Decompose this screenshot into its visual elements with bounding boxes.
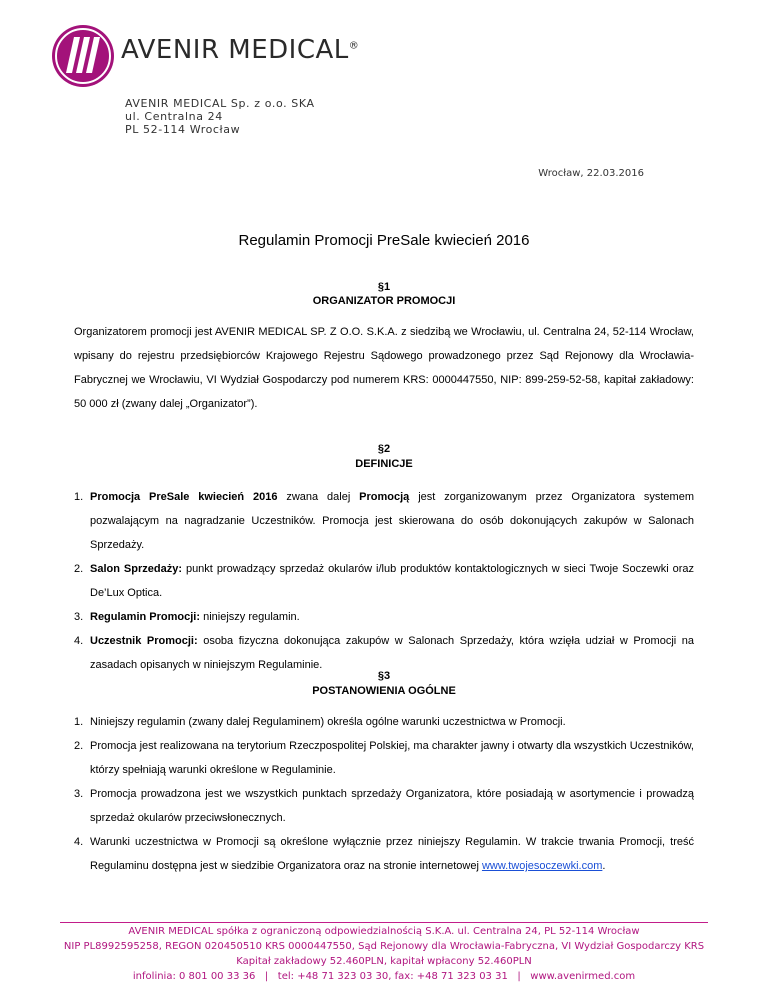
brand-name: AVENIR MEDICAL® bbox=[121, 35, 360, 65]
list-item: 1. Niniejszy regulamin (zwany dalej Regulaminem) określa ogólne warunki uczestnictwa w Promocji. bbox=[74, 716, 566, 728]
list-item: 4. Warunki uczestnictwa w Promocji są określone wyłącznie przez niniejszy Regulamin. W trakcie trwania Promocji, treść Regulaminu dostępna jest w siedzibie Organizatora oraz na stronie internetowej www.twojesoczewki.com. bbox=[74, 836, 694, 872]
document-title: Regulamin Promocji PreSale kwiecień 2016 bbox=[238, 232, 530, 249]
address-line: AVENIR MEDICAL Sp. z o.o. SKA bbox=[125, 97, 315, 110]
list-item: 4. Uczestnik Promocji: osoba fizyczna dokonująca zakupów w Salonach Sprzedaży, która wzięła udział w Promocji na zasadach opisanych w niniejszym Regulaminie. bbox=[74, 635, 694, 671]
section-number: §2 bbox=[377, 443, 391, 455]
list-item: 3. Promocja prowadzona jest we wszystkich punktach sprzedaży Organizatora, które posiadają w asortymencie i prowadzą sprzedaż okularów przeciwsłonecznych. bbox=[74, 788, 694, 824]
avenir-logo-icon bbox=[50, 23, 116, 89]
section-heading: DEFINICJE bbox=[355, 458, 413, 470]
website-link[interactable]: www.twojesoczewki.com bbox=[481, 860, 603, 872]
address-line: PL 52-114 Wrocław bbox=[125, 123, 241, 136]
general-provisions-list bbox=[74, 710, 694, 878]
definitions-list bbox=[74, 485, 694, 677]
list-item: 3. Regulamin Promocji: niniejszy regulamin. bbox=[74, 611, 300, 623]
footer-line: NIP PL8992595258, REGON 020450510 KRS 0000447550, Sąd Rejonowy dla Wrocławia-Fabryczna, VI Wydział Gospodarczy KRS bbox=[63, 941, 705, 952]
section-number: §1 bbox=[377, 281, 391, 293]
document-date: Wrocław, 22.03.2016 bbox=[538, 168, 644, 179]
list-item: 2. Salon Sprzedaży: punkt prowadzący sprzedaż okularów i/lub produktów kontaktologicznych w sieci Twoje Soczewki oraz De’Lux Optica. bbox=[74, 563, 694, 599]
footer-contact: infolinia: 0 801 00 33 36 | tel: +48 71 323 03 30, fax: +48 71 323 03 31 | www.avenirmed.com bbox=[132, 971, 636, 982]
footer-divider bbox=[60, 922, 708, 923]
section-heading: ORGANIZATOR PROMOCJI bbox=[312, 295, 456, 307]
list-item: 2. Promocja jest realizowana na terytorium Rzeczpospolitej Polskiej, ma charakter jawny i otwarty dla wszystkich Uczestników, którzy spełniają warunki określone w Regulaminie. bbox=[74, 740, 694, 776]
section-number: §3 bbox=[377, 670, 391, 682]
company-address bbox=[125, 97, 315, 136]
address-line: ul. Centralna 24 bbox=[125, 110, 223, 123]
section-heading: POSTANOWIENIA OGÓLNE bbox=[312, 685, 456, 697]
organizer-paragraph: Organizatorem promocji jest AVENIR MEDICAL SP. Z O.O. S.K.A. z siedzibą we Wrocławiu, ul. Centralna 24, 52-114 Wrocław, wpisany do rejestru przedsiębiorców Krajowego Rejestru Sądowego prowadzonego przez Sąd Rejonowy dla Wrocławia-Fabrycznej we Wrocławiu, VI Wydział Gospodarczy pod numerem KRS: 0000447550, NIP: 899-259-52-58, kapitał zakładowy: 50 000 zł (zwany dalej „Organizator”). bbox=[74, 326, 694, 410]
footer-line: AVENIR MEDICAL spółka z ograniczoną odpowiedzialnością S.K.A. ul. Centralna 24, PL 52-114 Wrocław bbox=[128, 926, 640, 937]
list-item: 1. Promocja PreSale kwiecień 2016 zwana dalej Promocją jest zorganizowanym przez Organizatora systemem pozwalającym na nagradzanie Uczestników. Promocja jest skierowana do osób dokonujących zakupów w Salonach Sprzedaży. bbox=[74, 491, 694, 551]
footer-line: Kapitał zakładowy 52.460PLN, kapitał wpłacony 52.460PLN bbox=[236, 956, 532, 967]
